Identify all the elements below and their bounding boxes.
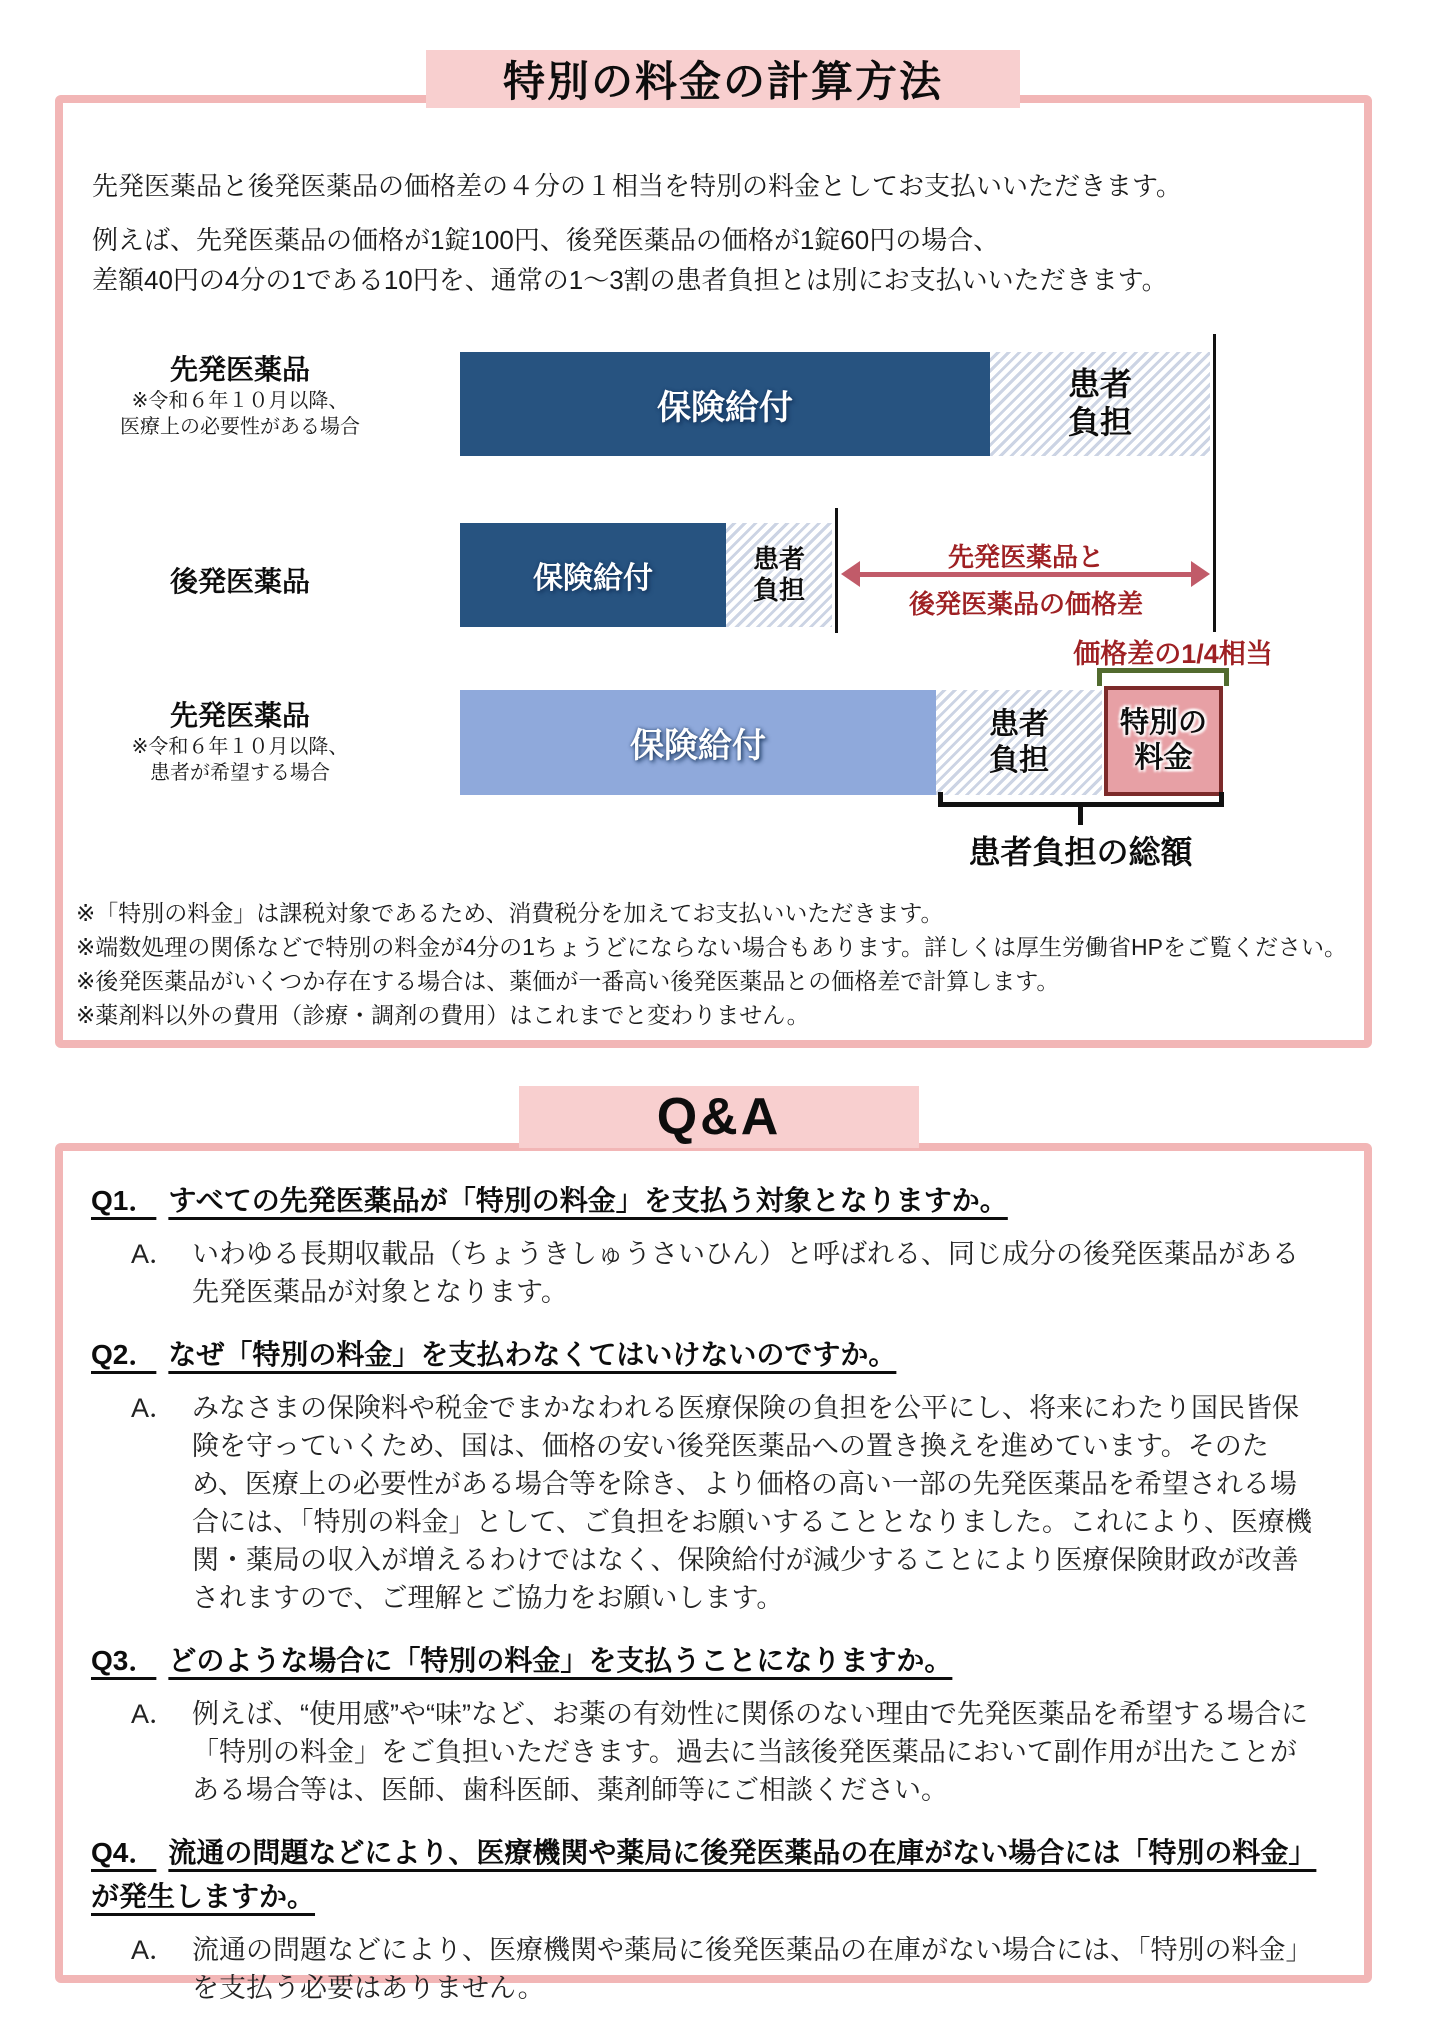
row3-sublabel-1: ※令和６年１０月以降、 xyxy=(131,736,349,758)
quarter-of-gap-label: 価格差の1/4相当 xyxy=(1073,639,1273,669)
row2-insurance-label: 保険給付 xyxy=(533,562,653,595)
row3-label: 先発医薬品 xyxy=(169,700,310,731)
row2-patient-label xyxy=(753,544,805,605)
row2-patient-line1: 患者 xyxy=(752,544,805,575)
row3-patient-label xyxy=(989,707,1049,778)
question-3-text: どのような場合に「特別の料金」を支払うことになりますか。 xyxy=(168,1645,953,1676)
row3-label-block xyxy=(100,694,380,786)
question-1-text: すべての先発医薬品が「特別の料金」を支払う対象となりますか。 xyxy=(168,1185,1008,1216)
answer-4-label: A． xyxy=(131,1935,177,1965)
note-4: ※薬剤料以外の費用（診療・調剤の費用）はこれまでと変わりません。 xyxy=(76,1002,810,1028)
answer-4-text: 流通の問題などにより、医療機関や薬局に後発医薬品の在庫がない場合には、「特別の料金」を支払う必要はありません。 xyxy=(192,1935,1313,2003)
row2-insurance-bar xyxy=(460,523,726,627)
price-gap-arrow-shaft xyxy=(855,572,1195,577)
answer-1 xyxy=(131,1235,1318,1311)
note-3: ※後発医薬品がいくつか存在する場合は、薬価が一番高い後発医薬品との価格差で計算します。 xyxy=(76,968,1060,994)
answer-2-label: A． xyxy=(131,1393,177,1423)
answer-4 xyxy=(131,1931,1318,2007)
answer-1-text: いわゆる長期収載品（ちょうきしゅうさいひん）と呼ばれる、同じ成分の後発医薬品がある先発医薬品が対象となります。 xyxy=(192,1239,1300,1307)
special-fee-line2: 料金 xyxy=(1134,742,1193,774)
question-2 xyxy=(91,1333,1324,1377)
price-gap-text-line1: 先発医薬品と xyxy=(947,542,1104,572)
row1-patient-label xyxy=(1068,366,1132,442)
total-burden-label: 患者負担の総額 xyxy=(968,834,1193,870)
question-3-number: Q3． xyxy=(91,1645,157,1676)
row3-insurance-label: 保険給付 xyxy=(630,727,766,765)
generic-price-tick-line xyxy=(835,508,838,633)
qa-section-box xyxy=(55,1143,1372,2003)
row1-label-block xyxy=(100,348,380,440)
question-1 xyxy=(91,1179,1324,1223)
row3-patient-line1: 患者 xyxy=(989,708,1049,742)
row2-label: 後発医薬品 xyxy=(169,566,310,597)
total-burden-bracket xyxy=(938,792,1224,807)
answer-3-label: A． xyxy=(131,1699,177,1729)
row2-patient-bar xyxy=(726,523,832,627)
question-4-number: Q4． xyxy=(91,1837,157,1868)
question-1-number: Q1． xyxy=(91,1185,157,1216)
row3-sublabel-2: 患者が希望する場合 xyxy=(150,762,330,784)
special-fee-line1: 特別の xyxy=(1119,707,1207,740)
qa-title-banner xyxy=(519,1086,919,1148)
special-fee-box xyxy=(1104,686,1223,796)
example-line-2: 差額40円の4分の1である10円を、通常の1～3割の患者負担とは別にお支払いいただきます。 xyxy=(92,265,1168,295)
quarter-bracket xyxy=(1097,668,1229,686)
row2-label-block xyxy=(100,560,380,600)
row1-sublabel-1: ※令和６年１０月以降、 xyxy=(131,390,349,412)
qa-title: Q&A xyxy=(656,1088,782,1146)
question-2-number: Q2． xyxy=(91,1339,157,1370)
example-line-1: 例えば、先発医薬品の価格が1錠100円、後発医薬品の価格が1錠60円の場合、 xyxy=(92,225,1000,255)
answer-3 xyxy=(131,1695,1318,1809)
section-title-banner xyxy=(426,50,1020,108)
row3-patient-bar xyxy=(936,690,1102,795)
price-reference-line xyxy=(1213,334,1216,632)
note-1: ※「特別の料金」は課税対象であるため、消費税分を加えてお支払いいただきます。 xyxy=(76,900,944,926)
total-burden-bracket-stem xyxy=(1078,807,1083,825)
answer-3-text: 例えば、“使用感”や“味”など、お薬の有効性に関係のない理由で先発医薬品を希望する場合に「特別の料金」をご負担いただきます。過去に当該後発医薬品において副作用が出たことがある場合等は、医師、歯科医師、薬剤師等にご相談ください。 xyxy=(192,1699,1308,1805)
answer-2-text: みなさまの保険料や税金でまかなわれる医療保険の負担を公平にし、将来にわたり国民皆保険を守っていくため、国は、価格の安い後発医薬品への置き換えを進めています。そのため、医療上の必要性がある場合等を除き、より価格の高い一部の先発医薬品を希望される場合には、「特別の料金」として、ご負担をお願いすることとなりました。これにより、医療機関・薬局の収入が増えるわけではなく、保険給付が減少することにより医療保険財政が改善されますので、ご理解とご協力をお願いします。 xyxy=(192,1393,1312,1613)
row1-patient-line1: 患者 xyxy=(1067,366,1132,403)
row1-sublabel-2: 医療上の必要性がある場合 xyxy=(120,416,360,438)
answer-2 xyxy=(131,1389,1318,1617)
row1-patient-bar xyxy=(990,352,1210,456)
row1-label: 先発医薬品 xyxy=(169,354,310,385)
price-gap-text-line2: 後発医薬品の価格差 xyxy=(908,589,1143,619)
row1-insurance-label: 保険給付 xyxy=(657,388,793,427)
note-2: ※端数処理の関係などで特別の料金が4分の1ちょうどにならない場合もあります。詳しくは厚生労働省HPをご覧ください。 xyxy=(76,934,1347,960)
row2-patient-line2: 負担 xyxy=(752,575,805,605)
row1-insurance-bar xyxy=(460,352,990,456)
question-4-text: 流通の問題などにより、医療機関や薬局に後発医薬品の在庫がない場合には「特別の料金」が発生しますか。 xyxy=(91,1837,1317,1912)
notes-block xyxy=(76,896,1347,1032)
row3-patient-line2: 負担 xyxy=(989,743,1049,777)
row1-patient-line2: 負担 xyxy=(1067,404,1132,440)
question-2-text: なぜ「特別の料金」を支払わなくてはいけないのですか。 xyxy=(168,1339,897,1370)
question-3 xyxy=(91,1639,1324,1683)
section-title: 特別の料金の計算方法 xyxy=(502,58,943,105)
intro-text: 先発医薬品と後発医薬品の価格差の４分の１相当を特別の料金としてお支払いいただきます。 xyxy=(92,171,1182,201)
question-4 xyxy=(91,1831,1324,1919)
row3-insurance-bar xyxy=(460,690,936,795)
answer-1-label: A． xyxy=(131,1239,177,1269)
